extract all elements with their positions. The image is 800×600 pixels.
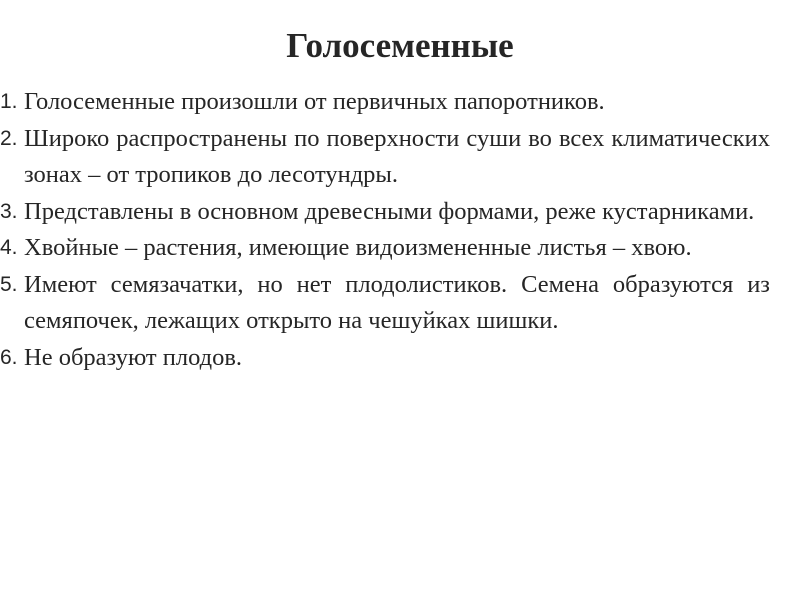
numbered-list [0, 84, 770, 376]
list-item [0, 84, 770, 121]
list-item-number: 6. [0, 345, 18, 369]
list-item [0, 340, 770, 377]
list-item [0, 121, 770, 194]
list-item-number: 3. [0, 199, 18, 223]
list-item-number: 1. [0, 90, 18, 113]
list-item-text: Представлены в основном древесными формами, реже кустарниками. [24, 197, 755, 225]
list-item-number: 2. [0, 126, 18, 150]
list-item [0, 230, 770, 267]
list-item-number: 5. [0, 272, 18, 296]
list-item-number: 4. [0, 236, 18, 259]
list-item [0, 194, 770, 231]
list-item [0, 267, 770, 340]
list-item-text: Широко распространены по поверхности суши во всех климатических зонах – от тропиков до лесотундры. [24, 124, 770, 188]
list-item-text: Хвойные – растения, имеющие видоизмененные листья – хвою. [24, 234, 692, 261]
list-item-text: Не образуют плодов. [24, 343, 243, 371]
slide-title: Голосеменные [286, 26, 514, 65]
list-item-text: Голосеменные произошли от первичных папоротников. [24, 88, 605, 115]
list-item-text: Имеют семязачатки, но нет плодолистиков. Семена образуются из семяпочек, лежащих открыто на чешуйках шишки. [24, 270, 770, 334]
